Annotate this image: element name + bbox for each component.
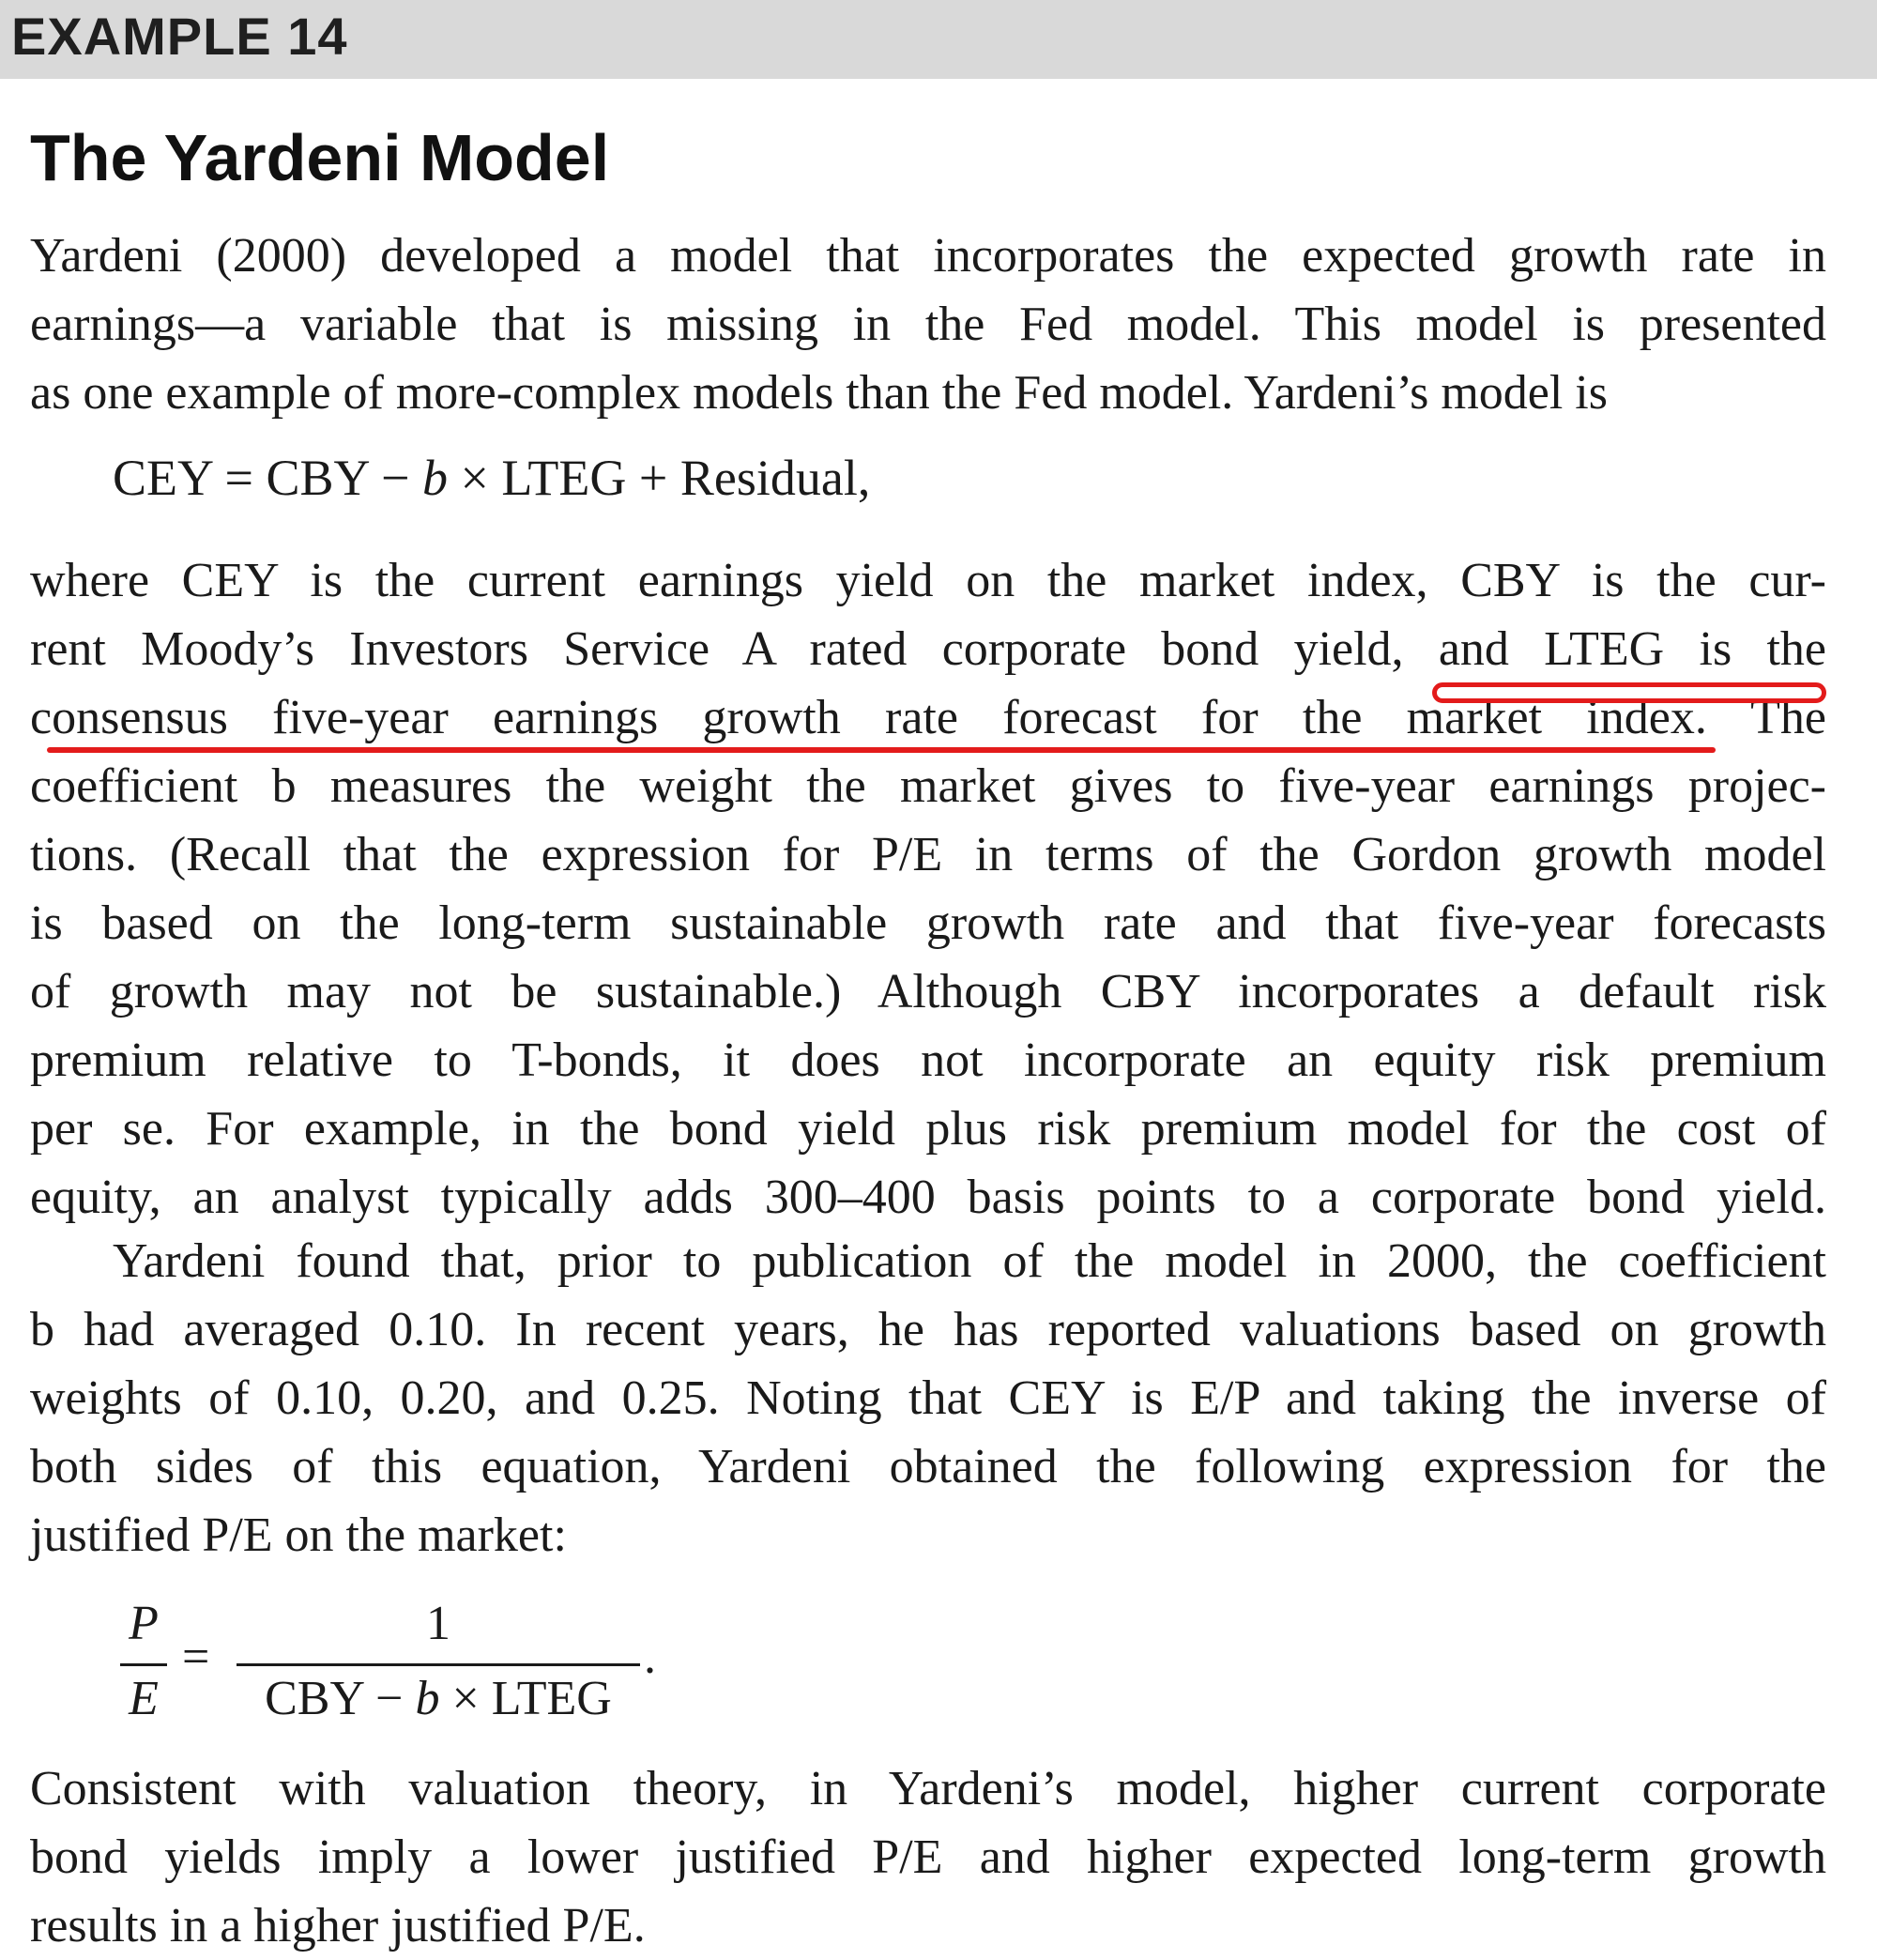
section-title: The Yardeni Model [30,121,610,194]
text-line: where CEY is the current earnings yield on the market index, CBY is the cur- [30,554,1826,607]
text-line: Yardeni (2000) developed a model that incorporates the expected growth rate in [30,229,1826,283]
text-line: earnings—a variable that is missing in the Fed model. This model is presented [30,298,1826,351]
paragraph-conclusion [30,1754,1826,1960]
red-highlight-outline [1432,682,1826,703]
text-line: consensus five-year earnings growth rate forecast for the market index. The [30,691,1826,744]
example-header [0,0,1877,79]
text-line: per se. For example, in the bond yield plus risk premium model for the cost of [30,1102,1826,1156]
fraction-bar [120,1663,167,1666]
rhs-den-left: CBY − [265,1672,416,1725]
rhs-den-right: × LTEG [439,1672,612,1725]
paragraph-intro [30,222,1826,427]
rhs-numerator: 1 [426,1597,450,1650]
text-line: equity, an analyst typically adds 300–400 basis points to a corporate bond yield. [30,1171,1826,1224]
example-label: EXAMPLE 14 [11,7,348,66]
text-line: tions. (Recall that the expression for P/E in terms of the Gordon growth model [30,828,1826,881]
equation-coefficient: b [421,450,448,506]
fraction-bar [237,1663,640,1666]
text-line: Yardeni found that, prior to publication of the model in 2000, the coefficient [113,1234,1826,1288]
text-line: b had averaged 0.10. In recent years, he has reported valuations based on growth [30,1303,1826,1356]
pe-numerator: P [129,1597,159,1650]
text-line: rent Moody’s Investors Service A rated corporate bond yield, and LTEG is the [30,622,1826,676]
rhs-den-coefficient: b [415,1672,440,1725]
paragraph-definitions [30,546,1826,1232]
equation-left: CEY = CBY − [113,450,422,506]
text-line: justified P/E on the market: [30,1508,567,1562]
text-line: as one example of more-complex models than the Fed model. Yardeni’s model is [30,366,1608,420]
paragraph-findings [30,1227,1826,1570]
text-line: coefficient b measures the weight the market gives to five-year earnings projec- [30,759,1826,813]
text-line: bond yields imply a lower justified P/E and higher expected long-term growth [30,1830,1826,1884]
text-line: both sides of this equation, Yardeni obtained the following expression for the [30,1440,1826,1493]
equals-sign: = [182,1631,210,1684]
equation-period: . [644,1631,656,1684]
text-line: results in a higher justified P/E. [30,1899,646,1952]
rhs-denominator [237,1671,640,1726]
text-line: is based on the long-term sustainable growth rate and that five-year forecasts [30,896,1826,950]
text-line: premium relative to T-bonds, it does not incorporate an equity risk premium [30,1034,1826,1087]
text-line: Consistent with valuation theory, in Yardeni’s model, higher current corporate [30,1762,1826,1815]
yardeni-equation [113,449,870,507]
text-line: of growth may not be sustainable.) Although CBY incorporates a default risk [30,965,1826,1018]
red-highlight-underline [47,747,1716,753]
text-line: weights of 0.10, 0.20, and 0.25. Noting that CEY is E/P and taking the inverse of [30,1371,1826,1425]
justified-pe-equation [118,1596,681,1737]
equation-right: × LTEG + Residual, [447,450,871,506]
pe-denominator: E [129,1672,159,1725]
